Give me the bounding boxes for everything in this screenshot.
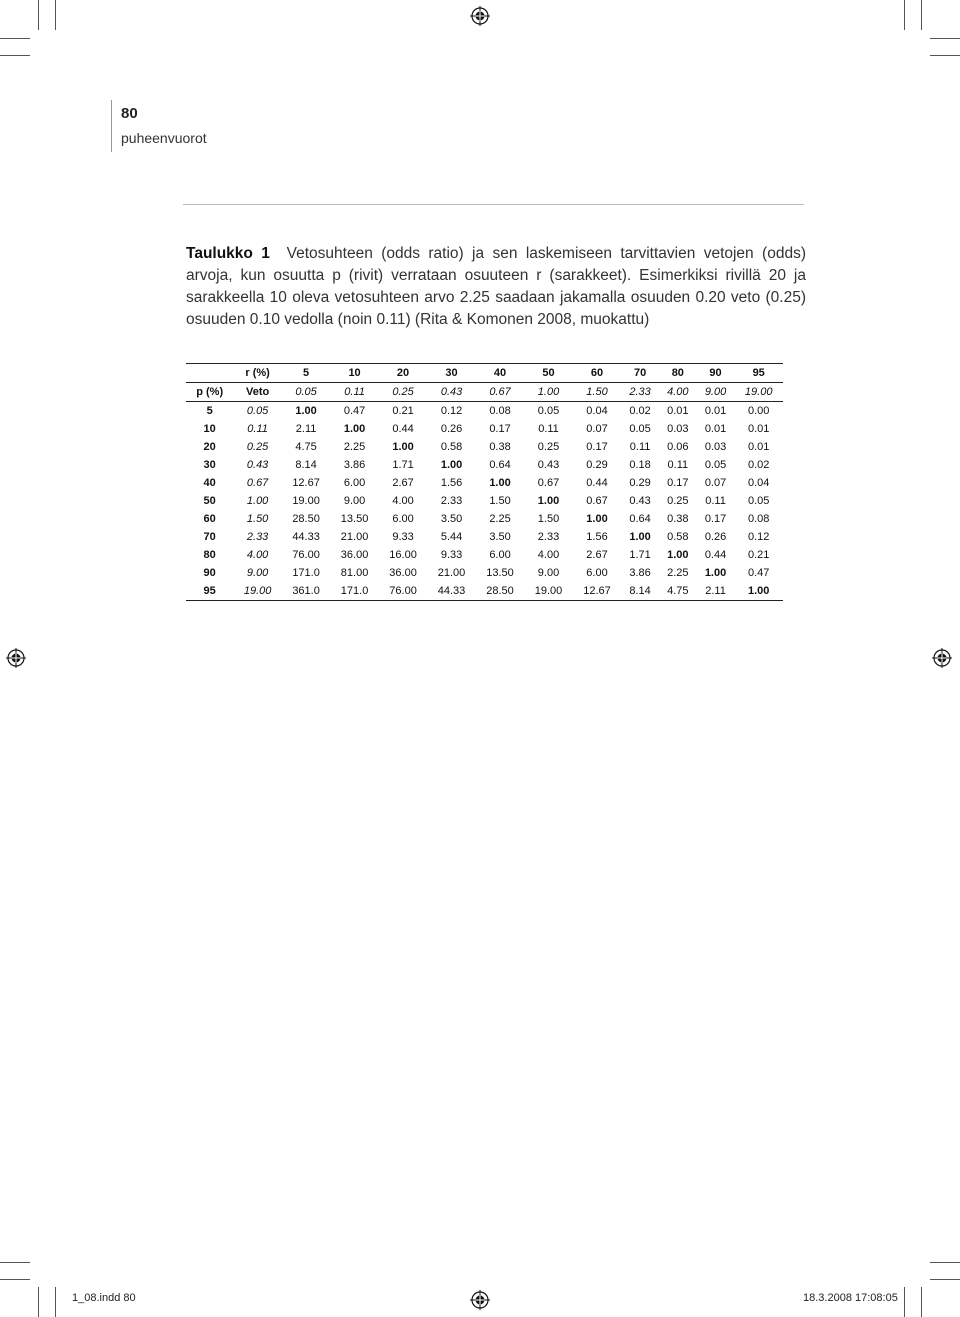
table-cell: 0.47 <box>343 405 366 417</box>
crop-mark <box>930 38 960 39</box>
table-cell: 0.18 <box>629 459 651 471</box>
table-row <box>186 528 783 546</box>
table-cell: 2.11 <box>697 582 735 601</box>
table-cell: 76.00 <box>379 582 427 601</box>
table-cell: 2.33 <box>440 495 463 507</box>
crop-mark <box>38 0 39 30</box>
table-cell: 28.50 <box>476 582 524 601</box>
table-cell: 0.07 <box>586 423 608 435</box>
row-p: 50 <box>203 495 216 507</box>
table-cell: 1.50 <box>489 495 511 507</box>
row-veto: 19.00 <box>233 582 281 601</box>
header-rule <box>183 204 804 205</box>
column-header: 80 <box>659 364 697 383</box>
table-cell: 0.06 <box>667 441 689 453</box>
column-veto: 9.00 <box>697 383 735 402</box>
table-cell: 0.03 <box>704 441 727 453</box>
table-row <box>186 402 783 421</box>
crop-mark <box>0 38 30 39</box>
table-cell: 0.17 <box>667 477 689 489</box>
table-cell: 0.17 <box>586 441 608 453</box>
registration-mark-icon <box>6 648 26 668</box>
table-cell: 0.07 <box>704 477 727 489</box>
crop-mark <box>0 1279 30 1280</box>
crop-mark <box>930 55 960 56</box>
table-cell: 1.00 <box>489 477 511 489</box>
column-veto: 19.00 <box>734 383 783 402</box>
table-cell: 3.86 <box>629 567 651 579</box>
crop-mark <box>921 1287 922 1317</box>
column-header: 95 <box>734 364 783 383</box>
table-cell: 0.08 <box>747 513 770 525</box>
table-cell: 4.00 <box>392 495 414 507</box>
row-p: 70 <box>203 531 216 543</box>
column-header: 90 <box>697 364 735 383</box>
table-cell: 1.00 <box>440 459 463 471</box>
caption-text: Vetosuhteen (odds ratio) ja sen laskemiseen tarvittavien vetojen (odds) arvoja, kun osuutta p (rivit) verrataan osuuteen r (sarakkeet). Esimerkiksi rivillä 20 ja sarakkeella 10 oleva vetosuhteen arvo 2.25 saadaan jakamalla osuuden 0.20 veto (0.25) osuuden 0.10 vedolla (noin 0.11) (Rita & Komonen 2008, muokattu) <box>186 245 806 328</box>
table-cell: 0.05 <box>537 405 560 417</box>
row-veto: 0.11 <box>247 423 268 435</box>
crop-mark <box>0 55 30 56</box>
column-header: 20 <box>379 364 427 383</box>
crop-mark <box>55 1287 56 1317</box>
table-cell: 0.04 <box>747 477 770 489</box>
table-cell: 16.00 <box>389 549 417 561</box>
table-cell: 2.25 <box>489 513 511 525</box>
r-label: r (%) <box>233 364 281 383</box>
table-row <box>186 420 783 438</box>
crop-mark <box>930 1279 960 1280</box>
table-cell: 0.17 <box>489 423 511 435</box>
table-row <box>186 438 783 456</box>
column-header: 5 <box>282 364 330 383</box>
row-p: 60 <box>203 513 216 525</box>
table-cell: 0.25 <box>667 495 689 507</box>
row-p: 5 <box>206 405 213 417</box>
table-cell: 0.58 <box>667 531 689 543</box>
r-header-row <box>186 364 783 383</box>
table-cell: 13.50 <box>486 567 514 579</box>
table-cell: 28.50 <box>292 513 320 525</box>
table-cell: 0.03 <box>667 423 689 435</box>
footer-file: 1_08.indd 80 <box>72 1292 136 1304</box>
table-cell: 3.50 <box>440 513 463 525</box>
table-cell: 0.21 <box>392 405 414 417</box>
row-p: 90 <box>203 567 216 579</box>
crop-mark <box>921 0 922 30</box>
column-header: 50 <box>524 364 572 383</box>
table-cell: 9.00 <box>343 495 366 507</box>
table-caption <box>186 243 806 331</box>
page-number: 80 <box>121 105 138 122</box>
table-cell: 1.00 <box>704 567 727 579</box>
table-cell: 0.43 <box>629 495 651 507</box>
header-divider <box>111 100 112 152</box>
table-row <box>186 582 783 601</box>
odds-ratio-table <box>186 363 783 601</box>
table-cell: 2.11 <box>295 423 317 435</box>
table-cell: 13.50 <box>340 513 369 525</box>
table-cell: 12.67 <box>573 582 621 601</box>
column-veto: 0.11 <box>330 383 378 402</box>
table-cell: 0.04 <box>586 405 608 417</box>
table-cell: 2.25 <box>343 441 366 453</box>
table-cell: 1.00 <box>629 531 651 543</box>
table-cell: 0.08 <box>489 405 511 417</box>
table-cell: 4.00 <box>537 549 560 561</box>
table-row <box>186 546 783 564</box>
table-row <box>186 474 783 492</box>
table-cell: 1.00 <box>586 513 608 525</box>
corner-cell <box>186 364 233 383</box>
p-label: p (%) <box>186 383 233 402</box>
crop-mark <box>904 1287 905 1317</box>
table-cell: 0.21 <box>747 549 770 561</box>
table-cell: 19.00 <box>292 495 320 507</box>
table-cell: 0.17 <box>704 513 727 525</box>
table-cell: 1.00 <box>734 582 783 601</box>
table-cell: 0.64 <box>629 513 651 525</box>
table-cell: 0.11 <box>705 495 726 507</box>
table-cell: 0.29 <box>629 477 651 489</box>
table-cell: 0.58 <box>440 441 463 453</box>
table-cell: 6.00 <box>392 513 414 525</box>
table-cell: 3.50 <box>489 531 511 543</box>
table-cell: 6.00 <box>343 477 366 489</box>
row-veto: 0.43 <box>246 459 269 471</box>
table-cell: 0.29 <box>586 459 608 471</box>
column-veto: 0.43 <box>427 383 475 402</box>
crop-mark <box>38 1287 39 1317</box>
table-cell: 0.67 <box>537 477 560 489</box>
table-cell: 8.14 <box>621 582 659 601</box>
table-body <box>186 402 783 601</box>
table-cell: 0.01 <box>667 405 689 417</box>
table-cell: 6.00 <box>586 567 608 579</box>
row-veto: 0.05 <box>246 405 269 417</box>
column-veto: 0.05 <box>282 383 330 402</box>
table-cell: 0.44 <box>586 477 608 489</box>
table-cell: 36.00 <box>389 567 417 579</box>
row-veto: 2.33 <box>246 531 269 543</box>
caption-label: Taulukko 1 <box>186 245 270 262</box>
row-p: 20 <box>203 441 216 453</box>
table-cell: 8.14 <box>295 459 317 471</box>
table-cell: 21.00 <box>340 531 369 543</box>
column-header: 70 <box>621 364 659 383</box>
table-row <box>186 456 783 474</box>
table-cell: 2.25 <box>667 567 689 579</box>
table-cell: 361.0 <box>282 582 330 601</box>
table-cell: 4.75 <box>295 441 317 453</box>
table-cell: 0.26 <box>704 531 727 543</box>
table-cell: 44.33 <box>427 582 475 601</box>
column-header: 30 <box>427 364 475 383</box>
table-cell: 0.01 <box>747 441 770 453</box>
table-cell: 0.44 <box>704 549 727 561</box>
table-cell: 3.86 <box>343 459 366 471</box>
table-cell: 44.33 <box>292 531 320 543</box>
column-veto: 1.50 <box>573 383 621 402</box>
crop-mark <box>55 0 56 30</box>
table-cell: 0.01 <box>704 423 727 435</box>
table-cell: 0.01 <box>704 405 727 417</box>
row-p: 95 <box>186 582 233 601</box>
table-cell: 0.12 <box>440 405 463 417</box>
table-cell: 1.00 <box>537 495 560 507</box>
table-cell: 21.00 <box>437 567 466 579</box>
column-header: 40 <box>476 364 524 383</box>
table-cell: 12.67 <box>292 477 320 489</box>
veto-header-row <box>186 383 783 402</box>
table-cell: 0.67 <box>586 495 608 507</box>
crop-mark <box>904 0 905 30</box>
table-cell: 1.00 <box>392 441 414 453</box>
table-cell: 0.05 <box>629 423 651 435</box>
table-cell: 0.02 <box>629 405 651 417</box>
table-cell: 0.00 <box>747 405 770 417</box>
table-cell: 1.56 <box>586 531 608 543</box>
table-cell: 6.00 <box>489 549 511 561</box>
table-cell: 1.50 <box>537 513 560 525</box>
table-cell: 2.33 <box>537 531 560 543</box>
footer-timestamp: 18.3.2008 17:08:05 <box>803 1292 898 1304</box>
table-cell: 0.05 <box>747 495 770 507</box>
table-cell: 9.33 <box>440 549 463 561</box>
table-cell: 9.00 <box>537 567 560 579</box>
table-cell: 171.0 <box>292 567 320 579</box>
table-cell: 76.00 <box>292 549 320 561</box>
row-veto: 0.25 <box>246 441 269 453</box>
table-cell: 0.25 <box>537 441 560 453</box>
table-cell: 0.38 <box>489 441 511 453</box>
column-header: 10 <box>330 364 378 383</box>
table-cell: 0.43 <box>537 459 560 471</box>
table-cell: 1.00 <box>343 423 366 435</box>
column-veto: 2.33 <box>621 383 659 402</box>
registration-mark-icon <box>470 6 490 26</box>
table-cell: 19.00 <box>524 582 572 601</box>
row-p: 30 <box>203 459 216 471</box>
table-cell: 9.33 <box>392 531 414 543</box>
table-cell: 0.11 <box>538 423 559 435</box>
column-veto: 0.25 <box>379 383 427 402</box>
table-cell: 2.67 <box>392 477 414 489</box>
table-cell: 1.00 <box>295 405 317 417</box>
table-cell: 1.56 <box>440 477 463 489</box>
registration-mark-icon <box>932 648 952 668</box>
table-cell: 0.38 <box>667 513 689 525</box>
table-cell: 0.12 <box>747 531 770 543</box>
row-veto: 9.00 <box>246 567 269 579</box>
row-p: 80 <box>203 549 216 561</box>
section-title: puheenvuorot <box>121 130 207 146</box>
table-cell: 0.26 <box>440 423 463 435</box>
column-veto: 4.00 <box>659 383 697 402</box>
table-row <box>186 492 783 510</box>
row-veto: 0.67 <box>246 477 269 489</box>
column-veto: 0.67 <box>476 383 524 402</box>
row-p: 10 <box>203 423 216 435</box>
table-cell: 0.02 <box>747 459 770 471</box>
table-cell: 2.67 <box>586 549 608 561</box>
table-cell: 1.71 <box>392 459 414 471</box>
table-cell: 171.0 <box>330 582 378 601</box>
table-cell: 0.05 <box>704 459 727 471</box>
table-cell: 0.01 <box>747 423 770 435</box>
row-veto: 1.50 <box>246 513 269 525</box>
crop-mark <box>930 1262 960 1263</box>
row-veto: 1.00 <box>246 495 269 507</box>
column-header: 60 <box>573 364 621 383</box>
table-row <box>186 564 783 582</box>
table-cell: 36.00 <box>340 549 369 561</box>
table-cell: 81.00 <box>340 567 369 579</box>
table-cell: 1.00 <box>667 549 689 561</box>
table-cell: 0.11 <box>629 441 651 453</box>
table-cell: 1.71 <box>629 549 651 561</box>
registration-mark-icon <box>470 1290 490 1310</box>
crop-mark <box>0 1262 30 1263</box>
veto-label: Veto <box>233 383 281 402</box>
row-p: 40 <box>203 477 216 489</box>
row-veto: 4.00 <box>246 549 269 561</box>
table-cell: 4.75 <box>659 582 697 601</box>
table-row <box>186 510 783 528</box>
table-cell: 0.44 <box>392 423 414 435</box>
table-cell: 5.44 <box>440 531 463 543</box>
table-cell: 0.47 <box>747 567 770 579</box>
table-cell: 0.11 <box>667 459 689 471</box>
column-veto: 1.00 <box>524 383 572 402</box>
table-cell: 0.64 <box>489 459 511 471</box>
